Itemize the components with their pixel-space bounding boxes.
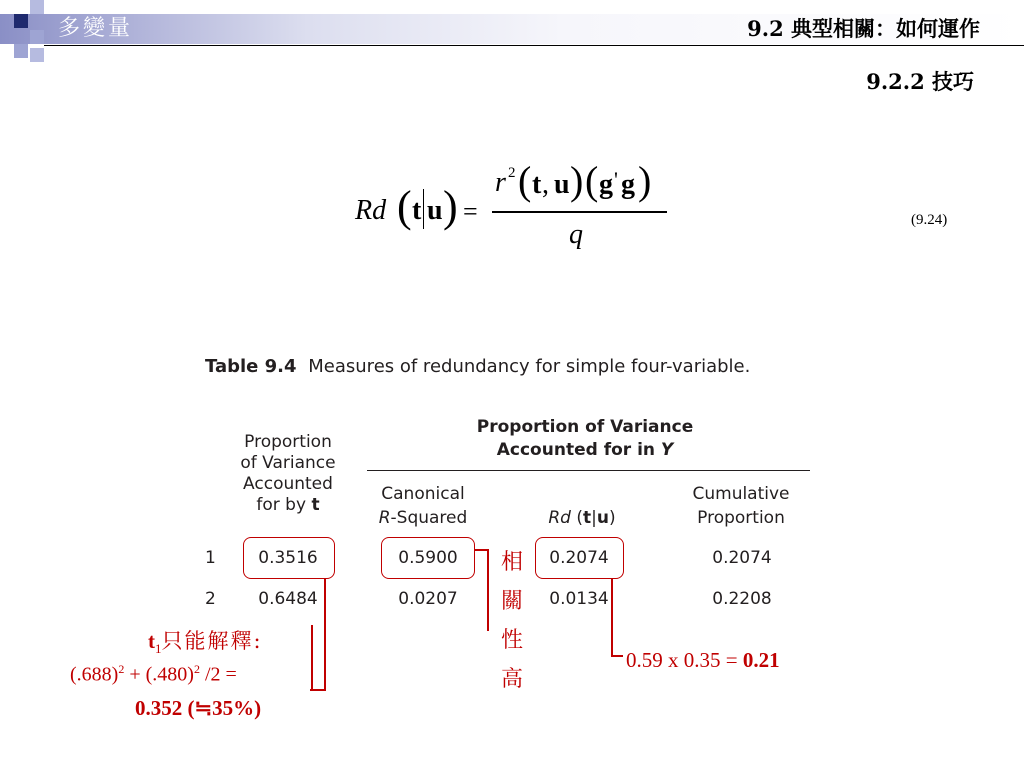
highlight-box-rd [535,537,624,579]
t1-label: t [148,629,155,653]
eq-paren-close: ) [443,182,458,231]
highlight-box-r-squared [381,537,475,579]
calc-line [70,662,237,687]
header-italic: R [378,508,391,528]
cell-prop-t: 0.6484 [258,589,318,609]
col-header-cumulative [672,482,810,530]
header-italic: Rd [548,508,571,528]
note-char: 相 [500,550,523,575]
calc-exp: 2 [193,662,200,676]
table-caption [205,356,750,377]
eq-paren-open: ( [397,182,412,231]
cell-cumulative: 0.2074 [712,548,772,568]
eq-lhs: Rd [355,195,387,226]
group-header-rule [367,470,810,471]
header-square-light [30,48,44,62]
calc-result: 0.352 (≒35%) [135,696,262,720]
eq-den: q [569,219,583,250]
col-header-rd: Rd (t|u) [548,508,616,528]
header-line: Proportion of Variance [476,417,694,437]
eq-num-comma: , [542,169,549,200]
eq-bar [423,189,424,229]
table-caption-label: Table 9.4 [205,356,297,377]
header-bold: t [583,508,592,528]
col-header-r-squared [358,482,488,530]
calc-part: (.688) [70,663,119,686]
header-line [222,495,354,516]
eq-num-r: r [495,167,506,198]
t1-text: 只能解釋: [161,629,263,653]
vertical-note [498,543,526,699]
product-note [626,648,780,673]
section-title: 9.2 典型相關：如何運作 [747,16,980,41]
t1-sub: 1 [155,641,162,657]
header-square-dark [14,14,28,28]
header-line: Canonical [381,484,465,504]
eq-num-g: g [599,169,613,200]
eq-num-t: t [532,169,542,200]
table-caption-text: Measures of redundancy for simple four-variable. [308,356,751,377]
header-text: Accounted for in [496,440,661,460]
cell-cumulative: 0.2208 [712,589,772,609]
subsection-title: 9.2.2 技巧 [866,69,974,94]
row-index: 2 [205,589,216,609]
highlight-box-prop-t [243,537,335,579]
connector-line [474,549,488,551]
eq-num-u: u [554,169,570,200]
note-char: 性 [500,628,523,653]
equation-number: (9.24) [911,212,948,228]
eq-arg-t: t [412,195,422,226]
connector-line [311,625,313,691]
header-bold: u [596,508,609,528]
header-text: for by [256,495,312,515]
t1-note [148,625,263,657]
group-header [420,416,750,462]
header-italic: Y [660,440,674,460]
header-line [420,439,750,462]
eq-arg-u: u [427,195,443,226]
cell-prop-t: 0.3516 [258,548,318,568]
connector-line [324,578,326,690]
header-line: Cumulative [692,484,790,504]
slide-title: 多變量 [58,16,134,41]
eq-num-paren: ) [638,158,652,203]
equation [355,158,675,265]
col-header-prop-t [222,432,354,516]
product-text: 0.59 x 0.35 = [626,648,743,672]
eq-num-paren: ) [570,158,584,203]
cell-rd: 0.0134 [549,589,609,609]
eq-fraction-bar [492,211,667,213]
header-line: Proportion [697,508,785,528]
eq-num-prime: ' [614,167,618,192]
header-square-light [14,44,28,58]
connector-line [487,549,489,631]
product-result: 0.21 [742,648,780,672]
cell-r-squared: 0.0207 [398,589,458,609]
header-line: Accounted [243,474,333,494]
cell-r-squared: 0.5900 [398,548,458,568]
calc-exp: 2 [118,662,125,676]
eq-num-paren: ( [518,158,532,203]
connector-line [611,578,613,656]
eq-num-exp: 2 [508,165,516,181]
header-text: -Squared [390,508,468,528]
header-line [358,506,488,530]
row-index: 1 [205,548,216,568]
header-bold: t [311,495,320,515]
header-line: Proportion [244,432,332,452]
note-char: 高 [500,667,523,692]
note-char: 關 [500,589,523,614]
header-rule [44,45,1024,46]
header-square-light [30,0,44,14]
eq-equals: = [463,197,478,226]
calc-part: /2 = [199,663,237,686]
calc-part: + (.480) [124,663,194,686]
header-square-light [30,30,44,44]
cell-rd: 0.2074 [549,548,609,568]
eq-num-g2: g [621,169,635,200]
header-line: of Variance [240,453,336,473]
eq-num-paren: ( [585,158,599,203]
connector-line [611,655,623,657]
